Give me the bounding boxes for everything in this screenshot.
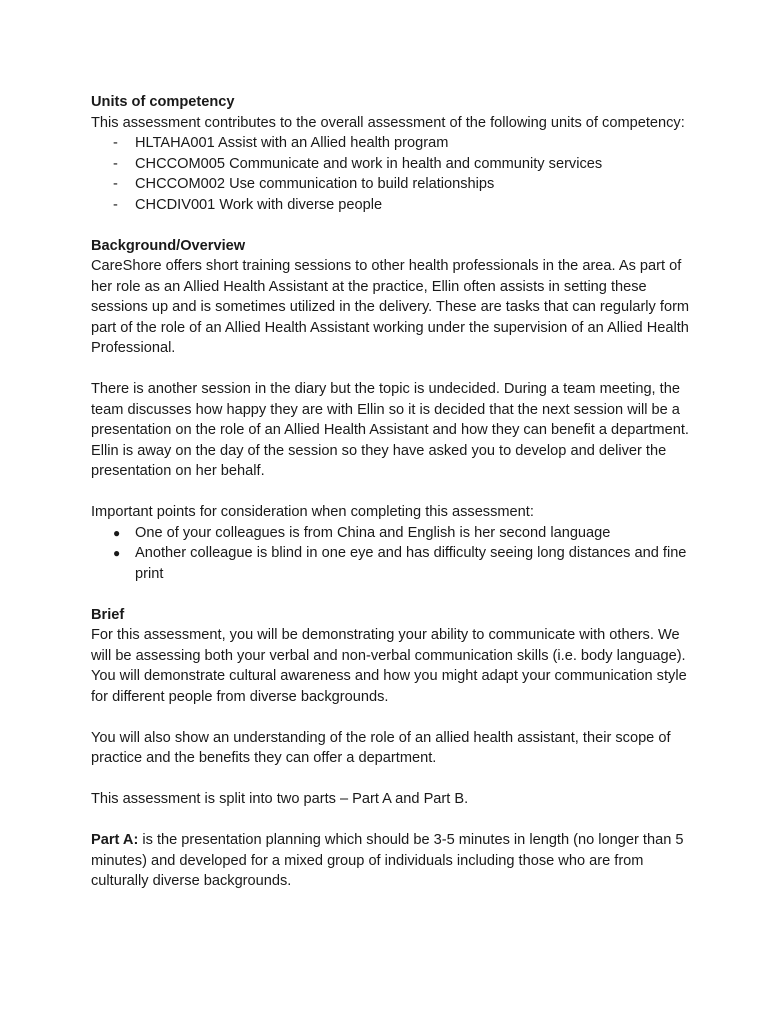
background-paragraph-1: CareShore offers short training sessions to other health professionals in the area. As part of her role as an Allied Health Assistant at the practice, Ellin often assists in setting these sessions up and is sometimes utilized in the delivery. These are tasks that can regularly form part of the role of an Allied Health Assistant working under the supervision of an Allied Health Professional. — [91, 258, 690, 356]
units-heading: Units of competency — [91, 94, 235, 110]
list-item — [91, 195, 691, 216]
points-intro: Important points for consideration when completing this assessment: — [91, 504, 534, 520]
unit-text: CHCDIV001 Work with diverse people — [135, 196, 383, 213]
unit-text: CHCCOM002 Use communication to build relationships — [135, 176, 495, 192]
bullet-marker: ● — [113, 525, 121, 540]
unit-text: HLTAHA001 Assist with an Allied health program — [135, 135, 449, 151]
list-item — [91, 523, 691, 544]
part-a-paragraph — [91, 830, 691, 892]
document-content — [91, 92, 691, 892]
part-a-label: Part A: — [91, 832, 139, 848]
brief-paragraph-2: You will also show an understanding of the role of an allied health assistant, their scope of practice and the benefits they can offer a department. — [91, 729, 671, 766]
point-text: One of your colleagues is from China and English is her second language — [135, 524, 611, 541]
part-a-text: is the presentation planning which should be 3-5 minutes in length (no longer than 5 minutes) and developed for a mixed group of individuals including those who are from culturally diverse backgrounds. — [91, 832, 684, 889]
list-item — [91, 174, 691, 195]
point-text: Another colleague is blind in one eye and has difficulty seeing long distances and fine print — [135, 545, 687, 582]
list-item — [91, 154, 691, 175]
units-list — [91, 133, 691, 215]
brief-paragraph-3: This assessment is split into two parts – Part A and Part B. — [91, 791, 469, 807]
dash-marker: - — [113, 196, 118, 213]
list-item — [91, 543, 691, 584]
unit-text: CHCCOM005 Communicate and work in health and community services — [135, 155, 603, 172]
dash-marker: - — [113, 155, 118, 172]
dash-marker: - — [113, 135, 118, 151]
brief-paragraph-1: For this assessment, you will be demonstrating your ability to communicate with others. We will be assessing both your verbal and non-verbal communication skills (i.e. body language). You will demonstrate cultural awareness and how you might adapt your communication style for different people from diverse backgrounds. — [91, 627, 687, 705]
dash-marker: - — [113, 176, 118, 192]
list-item — [91, 133, 691, 154]
background-paragraph-2: There is another session in the diary but the topic is undecided. During a team meeting, the team discusses how happy they are with Ellin so it is decided that the next session will be a presentation on the role of an Allied Health Assistant and how they can benefit a department. Ellin is away on the day of the session so they have asked you to develop and deliver the presentation on her behalf. — [91, 381, 689, 479]
brief-heading: Brief — [91, 606, 125, 623]
units-intro: This assessment contributes to the overall assessment of the following units of competency: — [91, 114, 685, 131]
background-heading: Background/Overview — [91, 237, 246, 254]
bullet-marker: ● — [113, 546, 121, 560]
points-list — [91, 523, 691, 585]
